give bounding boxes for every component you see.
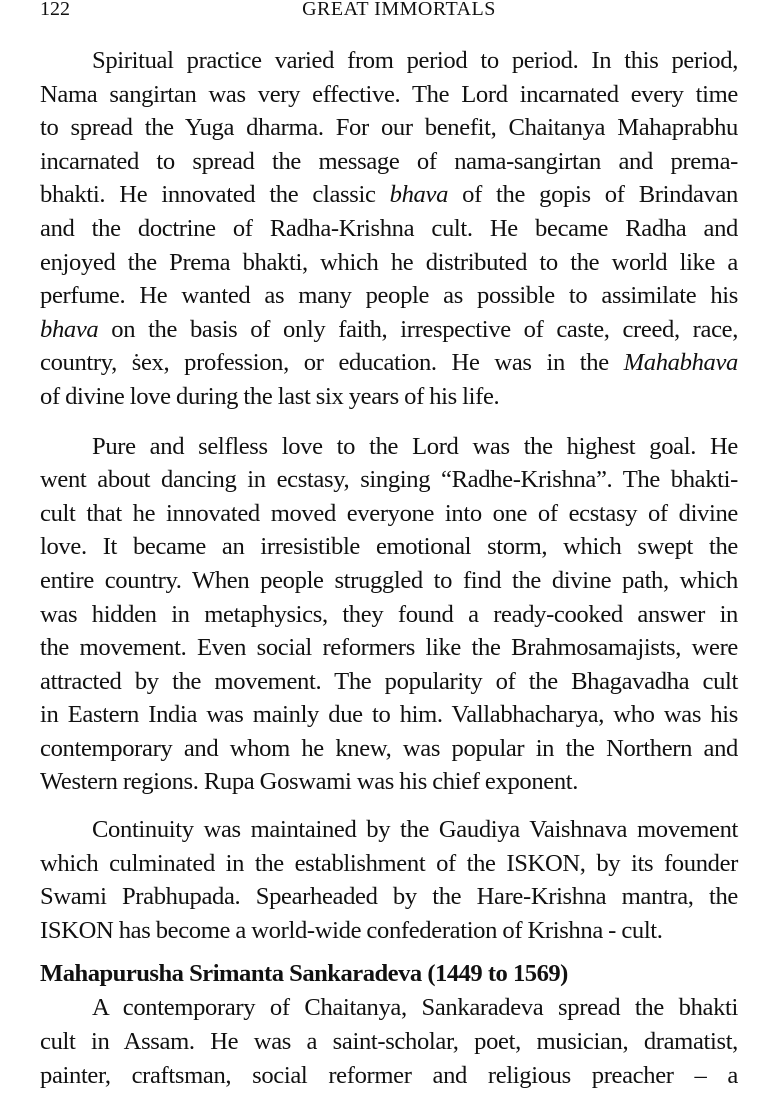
text-line: bhava on the basis of only faith, irrespective of caste, creed, race,	[40, 315, 738, 343]
text-line: Spiritual practice varied from period to period. In this period,	[92, 47, 738, 74]
text-line: love. It became an irresistible emotional storm, which swept the	[40, 533, 738, 561]
paragraph	[40, 813, 738, 947]
text-line: contemporary and whom he knew, was popular in the Northern and	[40, 734, 738, 762]
text-line: perfume. He wanted as many people as possible to assimilate his	[40, 282, 738, 310]
text-line: which culminated in the establishment of the ISKON, by its founder	[40, 849, 738, 877]
text-line: incarnated to spread the message of nama-sangirtan and prema-	[40, 147, 738, 175]
text-line: of divine love during the last six years of his life.	[40, 382, 500, 410]
page-number: 122	[40, 0, 70, 20]
text-line: in Eastern India was mainly due to him. Vallabhacharya, who was his	[40, 701, 738, 729]
body-text	[40, 44, 738, 1092]
text-line: A contemporary of Chaitanya, Sankaradeva spread the bhakti	[92, 994, 738, 1022]
text-line: the movement. Even social reformers like the Brahmosamajists, were	[40, 634, 738, 662]
book-title: GREAT IMMORTALS	[302, 0, 496, 20]
text-line: cult in Assam. He was a saint-scholar, poet, musician, dramatist,	[40, 1028, 738, 1056]
text-line: was hidden in metaphysics, they found a ready-cooked answer in	[40, 600, 738, 628]
text-line: ISKON has become a world-wide confederation of Krishna - cult.	[40, 916, 663, 944]
paragraph	[40, 430, 738, 800]
text-line: Western regions. Rupa Goswami was his chief exponent.	[40, 768, 579, 796]
italic-term: Mahabhava	[623, 349, 738, 377]
text-line: bhakti. He innovated the classic bhava of the gopis of Brindavan	[40, 181, 738, 209]
text-line: Pure and selfless love to the Lord was the highest goal. He	[92, 432, 738, 460]
text-line: painter, craftsman, social reformer and religious preacher – a	[40, 1061, 738, 1089]
italic-term: bhava	[40, 315, 99, 343]
text-line: entire country. When people struggled to find the divine path, which	[40, 566, 738, 594]
running-head	[40, 0, 738, 22]
section-heading: Mahapurusha Srimanta Sankaradeva (1449 to 1569)	[40, 960, 568, 988]
text-line: went about dancing in ecstasy, singing “Radhe-Krishna”. The bhakti-	[40, 466, 738, 494]
text-line: Swami Prabhupada. Spearheaded by the Hare-Krishna mantra, the	[40, 883, 738, 911]
text-line: Nama sangirtan was very effective. The Lord incarnated every time	[40, 80, 738, 108]
text-line: enjoyed the Prema bhakti, which he distributed to the world like a	[40, 248, 738, 276]
text-line: country, ṡex, profession, or education. He was in the Mahabhava	[40, 349, 738, 377]
text-line: cult that he innovated moved everyone into one of ecstasy of divine	[40, 499, 738, 527]
text-line: and the doctrine of Radha-Krishna cult. He became Radha and	[40, 214, 738, 242]
text-line: attracted by the movement. The popularity of the Bhagavadha cult	[40, 667, 738, 695]
paragraph	[40, 991, 738, 1092]
italic-term: bhava	[389, 181, 449, 209]
text-line: Continuity was maintained by the Gaudiya Vaishnava movement	[92, 816, 738, 844]
text-line: to spread the Yuga dharma. For our benefit, Chaitanya Mahaprabhu	[40, 114, 738, 142]
paragraph	[40, 44, 738, 414]
